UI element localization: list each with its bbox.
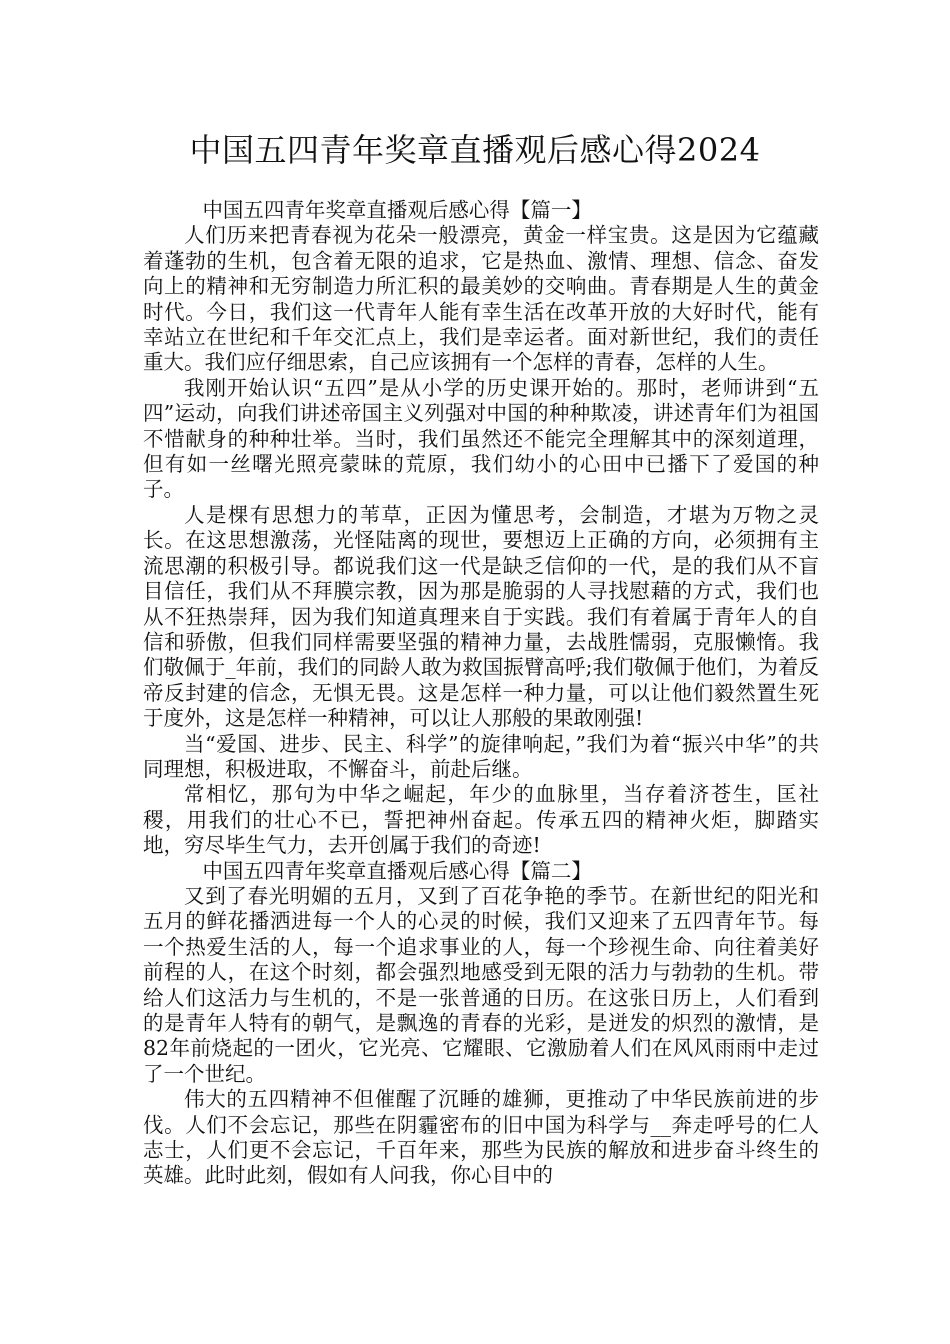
paragraph: 人是棵有思想力的苇草，正因为懂思考，会制造，才堪为万物之灵长。在这思想激荡，光怪陆离的现世，要想迈上正确的方向，必须拥有主流思潮的积极引导。都说我们这一代是缺乏信仰的一代，是的我们从不盲目信任，我们从不拜膜宗教，因为那是脆弱的人寻找慰藉的方式，我们也从不狂热崇拜，因为我们知道真理来自于实践。我们有着属于青年人的自信和骄傲，但我们同样需要坚强的精神力量，去战胜懦弱，克服懒惰。我们敬佩于_年前，我们的同龄人敢为救国振臂高呼;我们敬佩于他们，为着反帝反封建的信念，无惧无畏。这是怎样一种力量，可以让他们毅然置生死于度外，这是怎样一种精神，可以让人那般的果敢刚强! [143, 502, 819, 731]
document-body [143, 198, 819, 1189]
paragraph: 当“爱国、进步、民主、科学”的旋律响起，”我们为着“振兴中华”的共同理想，积极进取，不懈奋斗，前赴后继。 [143, 731, 819, 781]
paragraph: 又到了春光明媚的五月，又到了百花争艳的季节。在新世纪的阳光和五月的鲜花播洒进每一个人的心灵的时候，我们又迎来了五四青年节。每一个热爱生活的人，每一个追求事业的人，每一个珍视生命、向往着美好前程的人，在这个时刻，都会强烈地感受到无限的活力与勃勃的生机。带给人们这活力与生机的，不是一张普通的日历。在这张日历上，人们看到的是青年人特有的朝气，是飘逸的青春的光彩，是迸发的炽烈的激情，是82年前烧起的一团火，它光亮、它耀眼、它激励着人们在风风雨雨中走过了一个世纪。 [143, 883, 819, 1086]
paragraph: 常相忆，那句为中华之崛起，年少的血脉里，当存着济苍生，匡社稷，用我们的壮心不已，誓把神州奋起。传承五四的精神火炬，脚踏实地，穷尽毕生气力，去开创属于我们的奇迹! [143, 782, 819, 858]
paragraph: 我刚开始认识“五四”是从小学的历史课开始的。那时，老师讲到“五四”运动，向我们讲述帝国主义列强对中国的种种欺凌，讲述青年们为祖国不惜献身的种种壮举。当时，我们虽然还不能完全理解其中的深刻道理，但有如一丝曙光照亮蒙昧的荒原，我们幼小的心田中已播下了爱国的种子。 [143, 375, 819, 502]
section-heading: 中国五四青年奖章直播观后感心得【篇一】 [202, 198, 592, 222]
section-heading: 中国五四青年奖章直播观后感心得【篇二】 [202, 858, 592, 883]
paragraph: 伟大的五四精神不但催醒了沉睡的雄狮，更推动了中华民族前进的步伐。人们不会忘记，那些在阴霾密布的旧中国为科学与__奔走呼号的仁人志士，人们更不会忘记，千百年来，那些为民族的解放和进步奋斗终生的英雄。此时此刻，假如有人问我，你心目中的 [143, 1087, 819, 1188]
paragraph: 人们历来把青春视为花朵一般漂亮，黄金一样宝贵。这是因为它蕴藏着蓬勃的生机，包含着无限的追求，它是热血、激情、理想、信念、奋发向上的精神和无穷制造力所汇积的最美妙的交响曲。青春期是人生的黄金时代。今日，我们这一代青年人能有幸生活在改革开放的大好时代，能有幸站立在世纪和千年交汇点上，我们是幸运者。面对新世纪，我们的责任重大。我们应仔细思索，自己应该拥有一个怎样的青春，怎样的人生。 [143, 223, 819, 375]
document-title: 中国五四青年奖章直播观后感心得2024 [189, 131, 761, 169]
